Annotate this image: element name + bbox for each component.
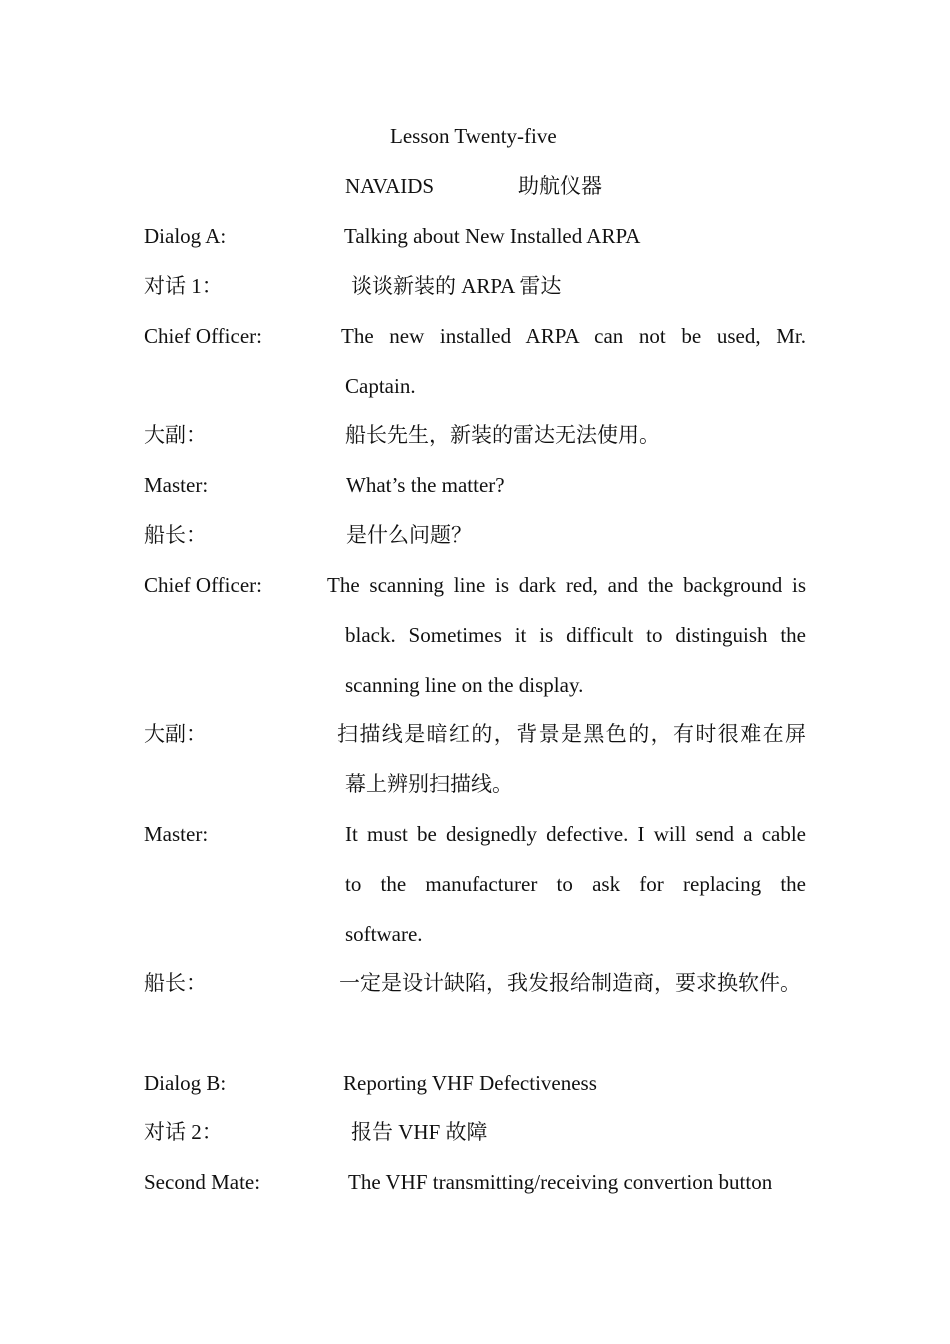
speaker: Master: [144,473,209,497]
dialog-line: black. Sometimes it is difficult to distinguish the [345,623,806,647]
dialog-b-label: Dialog B: [144,1071,227,1095]
subtitle-en: NAVAIDS [345,174,435,198]
dialog-b-heading-zh: 报告 VHF 故障 [351,1120,488,1144]
speaker: 船长： [144,971,207,995]
speaker: Chief Officer: [144,324,262,348]
dialog-a-heading-zh: 谈谈新装的 ARPA 雷达 [351,274,562,298]
dialog-a-heading: Talking about New Installed ARPA [344,224,641,248]
dialog-line: software. [345,922,423,946]
dialog-line: Captain. [345,374,416,398]
dialog-line: 幕上辨别扫描线。 [345,772,513,796]
dialog-line: 船长先生，新装的雷达无法使用。 [345,423,660,447]
speaker: 大副： [144,722,207,746]
dialog-line: 是什么问题？ [346,523,472,547]
dialog-line: The scanning line is dark red, and the background is [327,573,806,597]
speaker: Second Mate: [144,1170,261,1194]
dialog-a-label-zh: 对话 1： [144,274,223,298]
dialog-line: What’s the matter? [346,473,505,497]
subtitle-zh: 助航仪器 [518,174,602,198]
speaker: 大副： [144,423,207,447]
dialog-line: The new installed ARPA can not be used, Mr. [341,324,806,348]
dialog-line: 一定是设计缺陷，我发报给制造商，要求换软件。 [339,971,801,995]
dialog-b-heading: Reporting VHF Defectiveness [343,1071,597,1095]
speaker: Master: [144,822,209,846]
dialog-line: The VHF transmitting/receiving convertion button [348,1170,773,1194]
dialog-line: 扫描线是暗红的，背景是黑色的，有时很难在屏 [337,722,806,746]
dialog-b-label-zh: 对话 2： [144,1120,223,1144]
dialog-line: It must be designedly defective. I will send a cable [345,822,806,846]
dialog-line: to the manufacturer to ask for replacing the [345,872,806,896]
dialog-line: scanning line on the display. [345,673,584,697]
speaker: 船长： [144,523,207,547]
dialog-a-label: Dialog A: [144,224,227,248]
speaker: Chief Officer: [144,573,262,597]
lesson-title: Lesson Twenty-five [390,124,557,148]
